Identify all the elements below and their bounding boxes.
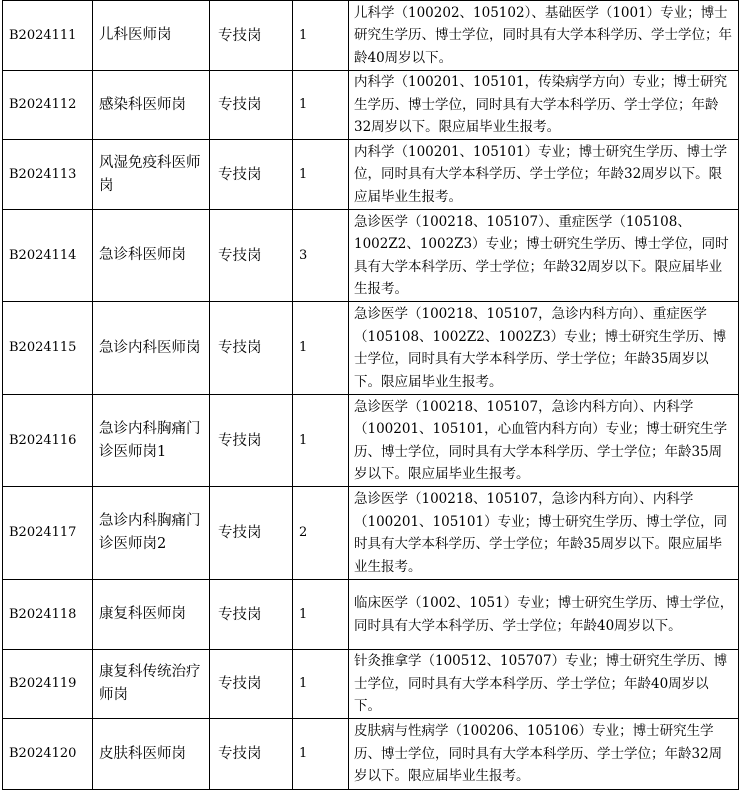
position-name-cell: 急诊内科医师岗 — [93, 302, 210, 395]
headcount-cell: 1 — [293, 140, 349, 210]
position-name-cell: 康复科传统治疗师岗 — [93, 650, 210, 719]
table-row — [3, 395, 739, 487]
requirements-cell: 内科学（100201、105101）专业；博士研究生学历、博士学位，同时具有大学本科学历、学士学位；年龄32周岁以下。限应届毕业生报考。 — [349, 140, 739, 210]
requirements-cell: 急诊医学（100218、105107）、重症医学（105108、1002Z2、1002Z3）专业；博士研究生学历、博士学位，同时具有大学本科学历、学士学位；年龄32周岁以下。限应届毕业生报考。 — [349, 210, 739, 302]
position-name-cell: 儿科医师岗 — [93, 1, 210, 71]
position-code-cell: B2024116 — [3, 395, 93, 487]
position-type-cell: 专技岗 — [210, 71, 293, 140]
requirements-cell: 急诊医学（100218、105107，急诊内科方向）、内科学（100201、105101）专业；博士研究生学历、博士学位，同时具有大学本科学历、学士学位；年龄35周岁以下。限应届毕业生报考。 — [349, 487, 739, 580]
headcount-cell: 2 — [293, 487, 349, 580]
headcount-cell: 1 — [293, 302, 349, 395]
positions-table — [2, 0, 739, 790]
requirements-cell: 皮肤病与性病学（100206、105106）专业；博士研究生学历、博士学位，同时具有大学本科学历、学士学位；年龄32周岁以下。限应届毕业生报考。 — [349, 719, 739, 790]
position-type-cell: 专技岗 — [210, 487, 293, 580]
table-row — [3, 302, 739, 395]
headcount-cell: 3 — [293, 210, 349, 302]
requirements-cell: 内科学（100201、105101，传染病学方向）专业；博士研究生学历、博士学位，同时具有大学本科学历、学士学位；年龄32周岁以下。限应届毕业生报考。 — [349, 71, 739, 140]
table-row — [3, 1, 739, 71]
position-name-cell: 急诊科医师岗 — [93, 210, 210, 302]
requirements-cell: 急诊医学（100218、105107，急诊内科方向）、内科学（100201、105101，心血管内科方向）专业；博士研究生学历、博士学位，同时具有大学本科学历、学士学位；年龄35周岁以下。限应届毕业生报考。 — [349, 395, 739, 487]
position-type-cell: 专技岗 — [210, 210, 293, 302]
position-code-cell: B2024111 — [3, 1, 93, 71]
position-name-cell: 感染科医师岗 — [93, 71, 210, 140]
headcount-cell: 1 — [293, 650, 349, 719]
position-code-cell: B2024120 — [3, 719, 93, 790]
position-code-cell: B2024112 — [3, 71, 93, 140]
headcount-cell: 1 — [293, 71, 349, 140]
table-row — [3, 140, 739, 210]
position-code-cell: B2024119 — [3, 650, 93, 719]
position-name-cell: 风湿免疫科医师岗 — [93, 140, 210, 210]
position-type-cell: 专技岗 — [210, 719, 293, 790]
headcount-cell: 1 — [293, 719, 349, 790]
headcount-cell: 1 — [293, 395, 349, 487]
position-code-cell: B2024113 — [3, 140, 93, 210]
table-row — [3, 719, 739, 790]
position-name-cell: 康复科医师岗 — [93, 580, 210, 650]
requirements-cell: 急诊医学（100218、105107，急诊内科方向）、重症医学（105108、1002Z2、1002Z3）专业；博士研究生学历、博士学位，同时具有大学本科学历、学士学位；年龄35周岁以下。限应届毕业生报考。 — [349, 302, 739, 395]
position-name-cell: 急诊内科胸痛门诊医师岗1 — [93, 395, 210, 487]
headcount-cell: 1 — [293, 1, 349, 71]
table-row — [3, 71, 739, 140]
table-row — [3, 580, 739, 650]
position-type-cell: 专技岗 — [210, 650, 293, 719]
table-row — [3, 487, 739, 580]
position-code-cell: B2024118 — [3, 580, 93, 650]
position-type-cell: 专技岗 — [210, 580, 293, 650]
requirements-cell: 针灸推拿学（100512、105707）专业；博士研究生学历、博士学位，同时具有大学本科学历、学士学位；年龄40周岁以下。 — [349, 650, 739, 719]
position-name-cell: 皮肤科医师岗 — [93, 719, 210, 790]
requirements-cell: 临床医学（1002、1051）专业；博士研究生学历、博士学位，同时具有大学本科学历、学士学位；年龄40周岁以下。 — [349, 580, 739, 650]
position-name-cell: 急诊内科胸痛门诊医师岗2 — [93, 487, 210, 580]
table-row — [3, 650, 739, 719]
position-code-cell: B2024114 — [3, 210, 93, 302]
requirements-cell: 儿科学（100202、105102）、基础医学（1001）专业；博士研究生学历、博士学位，同时具有大学本科学历、学士学位；年龄40周岁以下。 — [349, 1, 739, 71]
positions-table-body — [3, 1, 739, 790]
position-type-cell: 专技岗 — [210, 140, 293, 210]
position-type-cell: 专技岗 — [210, 1, 293, 71]
position-type-cell: 专技岗 — [210, 302, 293, 395]
position-code-cell: B2024117 — [3, 487, 93, 580]
headcount-cell: 1 — [293, 580, 349, 650]
table-row — [3, 210, 739, 302]
position-code-cell: B2024115 — [3, 302, 93, 395]
position-type-cell: 专技岗 — [210, 395, 293, 487]
